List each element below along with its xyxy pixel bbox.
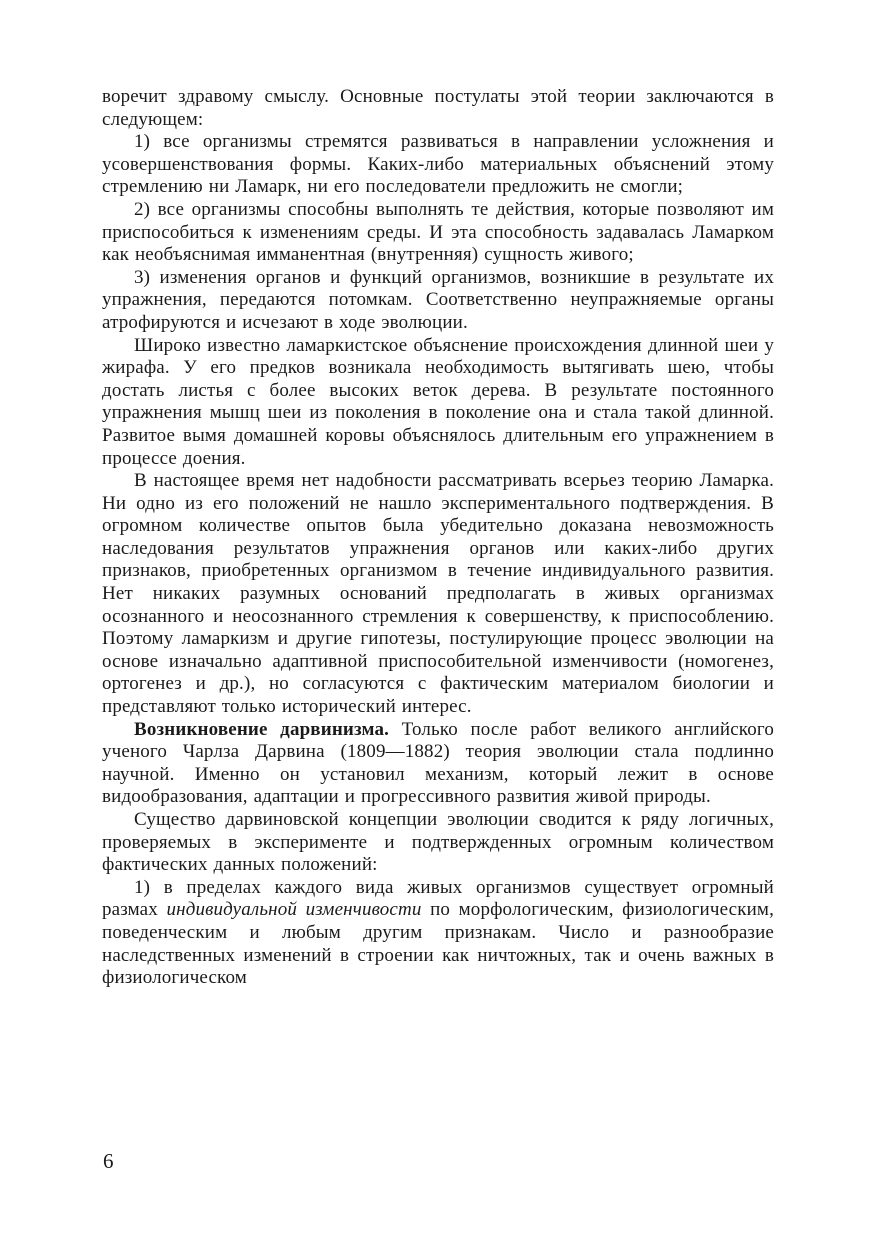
paragraph-darwinism-text: Только после работ великого английского ученого Чарлза Дарвина (1809—1882) теория эволюции стала подлинно научной. Именно он установил механизм, который лежит в основе видообразования, адаптации и прогрессивного развития живой природы. bbox=[102, 718, 774, 808]
paragraph-darwin-concept: Существо дарвиновской концепции эволюции сводится к ряду логичных, проверяемых в эксперименте и подтвержденных огромным количеством фактических данных положений: bbox=[102, 809, 774, 876]
paragraph-postulate-3: 3) изменения органов и функций организмов, возникшие в результате их упражнения, передаются потомкам. Соответственно неупражняемые органы атрофируются и исчезают в ходе эволюции. bbox=[102, 266, 774, 333]
section-heading: Возникновение дарвинизма. bbox=[134, 718, 390, 740]
paragraph-lamarck-critique: В настоящее время нет надобности рассматривать всерьез теорию Ламарка. Ни одно из его положений не нашло экспериментального подтверждения. В огромном количестве опытов была убедительно доказана невозможность наследования результатов упражнения органов или каких-либо других признаков, приобретенных организмом в течение индивидуального развития. Нет никаких разумных оснований предполагать в живых организмах осознанного и неосознанного стремления к совершенству, к приспособлению. Поэтому ламаркизм и другие гипотезы, постулирующие процесс эволюции на основе изначально адаптивной приспособительной изменчивости (номогенез, ортогенез и др.), но согласуются с фактическим материалом биологии и представляют только исторический интерес. bbox=[102, 470, 774, 718]
paragraph-postulate-2: 2) все организмы способны выполнять те действия, которые позволяют им приспособиться к изменениям среды. И эта способность задавалась Ламарком как необъяснимая имманентная (внутренняя) сущность живого; bbox=[102, 198, 774, 266]
page-number: 6 bbox=[103, 1149, 114, 1173]
page-text bbox=[102, 86, 774, 990]
paragraph-intro: воречит здравому смыслу. Основные постулаты этой теории заключаются в следующем: bbox=[102, 86, 774, 130]
point-1-after: по морфологическим, физиологическим, поведенческим и любым другим признакам. Число и разнообразие наследственных изменений в строении как ничтожных, так и очень важных в физиологическом bbox=[102, 899, 774, 989]
point-1-before: 1) в пределах каждого вида живых организмов существует огромный размах bbox=[102, 876, 774, 921]
point-1-emphasis: индивидуальной изменчивости bbox=[166, 899, 422, 921]
paragraph-giraffe: Широко известно ламаркистское объяснение происхождения длинной шеи у жирафа. У его предков возникала необходимость вытягивать шею, чтобы достать листья с более высоких веток дерева. В результате постоянного упражнения мышц шеи из поколения в поколение она и стала такой длинной. Развитое вымя домашней коровы объяснялось длительным его упражнением в процессе доения. bbox=[102, 334, 774, 469]
paragraph-postulate-1: 1) все организмы стремятся развиваться в направлении усложнения и усовершенствования формы. Каких-либо материальных объяснений этому стремлению ни Ламарк, ни его последователи предложить не смогли; bbox=[102, 131, 774, 198]
paragraph-darwin-point-1 bbox=[102, 877, 774, 990]
paragraph-darwinism bbox=[102, 719, 774, 809]
